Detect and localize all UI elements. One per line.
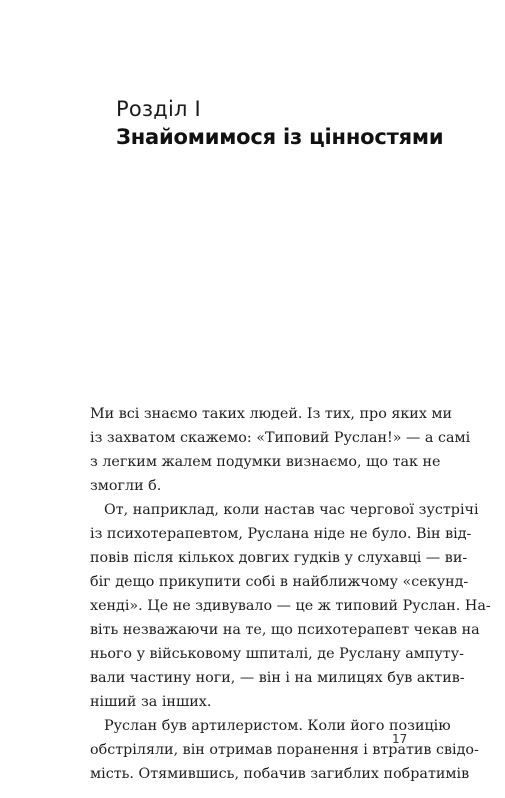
text-line: нього у військовому шпиталі, де Руслану ампуту- [90, 646, 464, 662]
text-line: із захватом скажемо: «Типовий Руслан!» — а самі [90, 430, 471, 446]
text-line: ніший за інших. [90, 694, 212, 710]
text-line: із психотерапевтом, Руслана ніде не було. Він від- [90, 526, 472, 542]
text-line: вали частину ноги, — він і на милицях був актив- [90, 670, 465, 686]
chapter-title: Знайомимося із цінностями [116, 125, 444, 149]
body-text [90, 402, 491, 786]
text-line: обстріляли, він отримав поранення і втратив свідо- [90, 742, 479, 758]
text-line: Ми всі знаємо таких людей. Із тих, про яких ми [90, 406, 453, 422]
text-line: От, наприклад, коли настав час чергової зустрічі [104, 502, 479, 518]
text-line: повів після кількох довгих гудків у слухавці — ви- [90, 550, 468, 566]
text-line: з легким жалем подумки визнаємо, що так не [90, 454, 441, 470]
text-line: віть незважаючи на те, що психотерапевт чекав на [90, 622, 480, 638]
text-line: мість. Отямившись, побачив загиблих побратимів [90, 766, 470, 782]
chapter-label: Розділ І [116, 97, 201, 121]
text-line: біг дещо прикупити собі в найближчому «секунд- [90, 574, 469, 590]
text-line: Руслан був артилеристом. Коли його позицію [104, 718, 451, 734]
text-line: хенді». Це не здивувало — це ж типовий Руслан. На- [90, 598, 491, 614]
page-number: 17 [392, 732, 408, 746]
text-line: змогли б. [90, 478, 162, 494]
